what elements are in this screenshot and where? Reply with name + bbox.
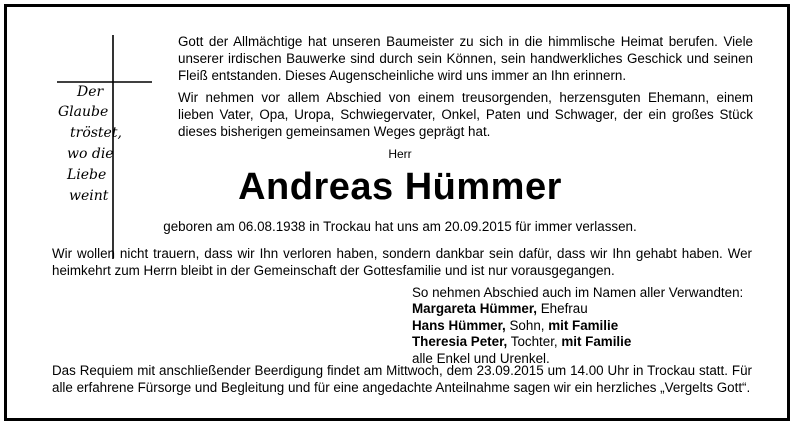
relative-family: mit Familie bbox=[561, 334, 632, 350]
relatives-list bbox=[412, 285, 772, 367]
relative-relation: Ehefrau bbox=[537, 301, 588, 317]
intro-paragraph-1: Gott der Allmächtige hat unseren Baumeister zu sich in die himmlische Heimat berufen. Viele unserer irdischen Bauwerke sind durch sein Können, sein handwerkliches Geschick und seinen Fleiß entstanden. Dieses Augenscheinliche wird uns immer an Ihn erinnern. bbox=[178, 34, 753, 83]
life-dates: geboren am 06.08.1938 in Trockau hat uns am 20.09.2015 für immer verlassen. bbox=[163, 219, 637, 234]
relatives-closing: alle Enkel und Urenkel. bbox=[412, 350, 550, 366]
message-paragraph: Wir wollen nicht trauern, dass wir Ihn verloren haben, sondern dankbar sein dafür, dass wir Ihn gehabt haben. Wer heimkehrt zum Herrn bleibt in der Gemeinschaft der Gottesfamilie und ist nur vorausgegangen. bbox=[52, 246, 752, 278]
relative-relation: Tochter, bbox=[507, 334, 562, 350]
salutation: Herr bbox=[388, 147, 412, 161]
relative-family: mit Familie bbox=[548, 317, 619, 333]
relative-name: Margareta Hümmer, bbox=[412, 301, 538, 317]
verse-line-5: Liebe bbox=[67, 167, 107, 183]
verse-line-1: Der bbox=[77, 84, 104, 100]
deceased-name: Andreas Hümmer bbox=[238, 166, 562, 208]
verse-line-2: Glaube bbox=[58, 104, 109, 120]
relative-entry bbox=[412, 301, 772, 317]
verse-line-6: weint bbox=[69, 188, 109, 204]
verse-line-3: tröstet, bbox=[70, 125, 122, 141]
relative-entry bbox=[412, 334, 772, 350]
intro-paragraph-2: Wir nehmen vor allem Abschied von einem treusorgenden, herzensguten Ehemann, einem lieben Vater, Opa, Uropa, Schwiegervater, Onkel, Paten und Schwager, der ein großes Stück dieses bisherigen gemeinsamen Weges geprägt hat. bbox=[178, 90, 753, 139]
verse-line-4: wo die bbox=[67, 146, 114, 162]
relative-name: Hans Hümmer, bbox=[412, 317, 506, 333]
relative-relation: Sohn, bbox=[505, 317, 549, 333]
funeral-notice: Das Requiem mit anschließender Beerdigung findet am Mittwoch, dem 23.09.2015 um 14.00 Uhr in Trockau statt. Für alle erfahrene Fürsorge und Begleitung und für eine angedachte Anteilnahme sagen wir ein herzliches „Vergelts Gott“. bbox=[52, 363, 752, 395]
relatives-intro: So nehmen Abschied auch im Namen aller Verwandten: bbox=[412, 285, 744, 300]
relative-entry bbox=[412, 318, 772, 334]
relative-name: Theresia Peter, bbox=[412, 334, 508, 350]
